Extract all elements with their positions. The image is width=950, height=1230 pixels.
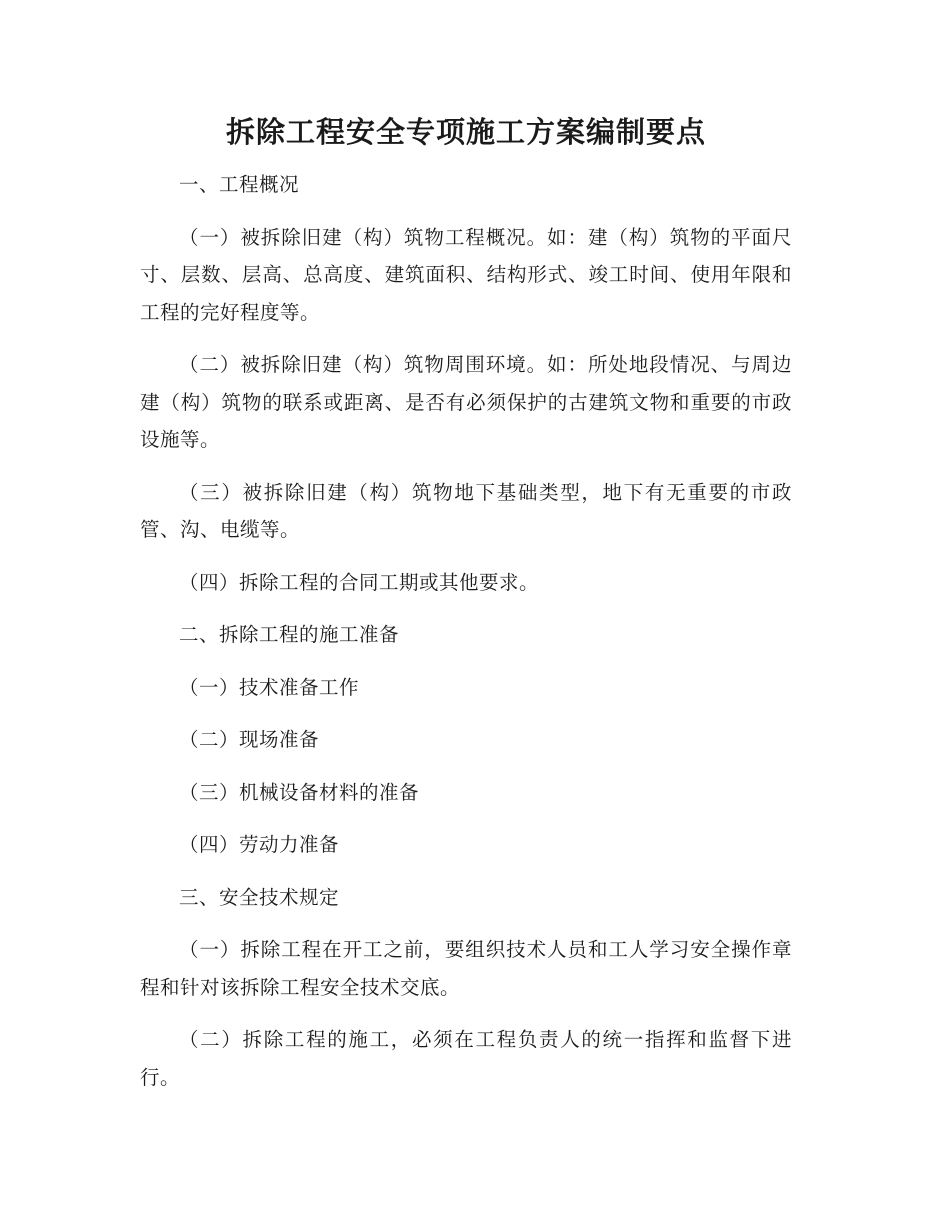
section-heading-2: 二、拆除工程的施工准备: [179, 623, 400, 646]
paragraph-2-4: （四）劳动力准备: [179, 833, 340, 856]
section-heading-3: 三、安全技术规定: [179, 885, 340, 909]
document-page: [140, 108, 792, 1111]
paragraph-2-3: （三）机械设备材料的准备: [179, 780, 420, 804]
section-heading-1: 一、工程概况: [179, 173, 300, 196]
paragraph-1-1: （一）被拆除旧建（构）筑物工程概况。如：建（构）筑物的平面尺寸、层数、层高、总高度、建筑面积、结构形式、竣工时间、使用年限和工程的完好程度等。: [140, 225, 792, 324]
paragraph-2-1: （一）技术准备工作: [179, 675, 360, 699]
paragraph-1-4: （四）拆除工程的合同工期或其他要求。: [179, 570, 540, 594]
paragraph-1-2: （二）被拆除旧建（构）筑物周围环境。如：所处地段情况、与周边建（构）筑物的联系或距离、是否有必须保护的古建筑文物和重要的市政设施等。: [140, 353, 792, 451]
paragraph-3-2: （二）拆除工程的施工，必须在工程负责人的统一指挥和监督下进行。: [140, 1028, 792, 1089]
paragraph-1-3: （三）被拆除旧建（构）筑物地下基础类型，地下有无重要的市政管、沟、电缆等。: [140, 480, 792, 541]
paragraph-3-1: （一）拆除工程在开工之前，要组织技术人员和工人学习安全操作章程和针对该拆除工程安全技术交底。: [140, 938, 792, 999]
paragraph-2-2: （二）现场准备: [179, 728, 320, 751]
document-title: 拆除工程安全专项施工方案编制要点: [225, 115, 706, 149]
